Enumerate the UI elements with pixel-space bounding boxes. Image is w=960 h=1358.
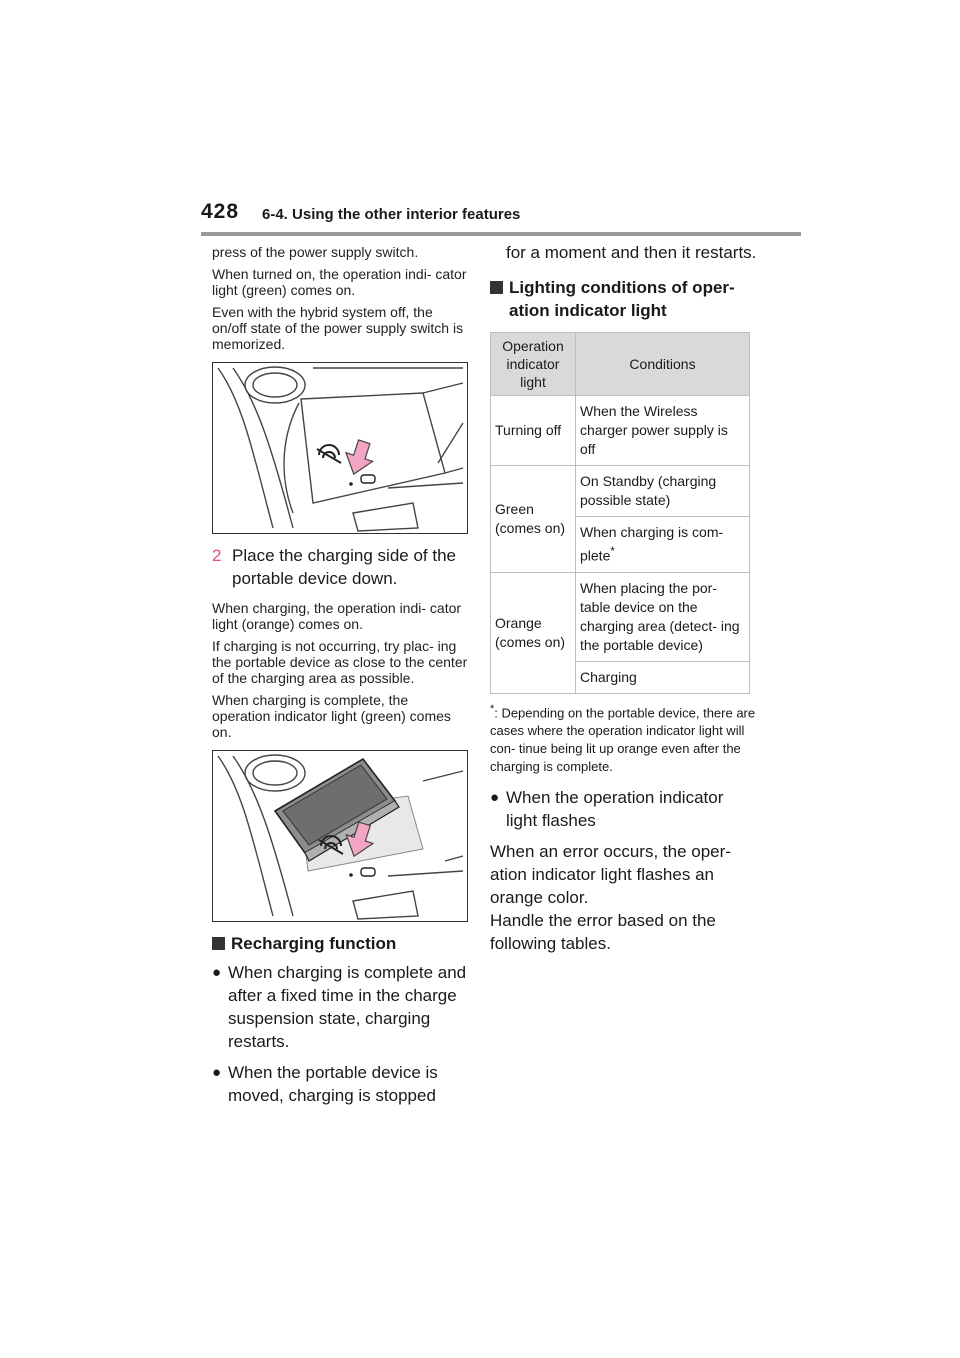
lighting-conditions-table	[490, 332, 750, 694]
intro-note-3: Even with the hybrid system off, the on/off state of the power supply switch is memorized.	[212, 304, 464, 352]
header-rule	[201, 232, 801, 236]
flash-paragraph-1: When an error occurs, the oper- ation indicator light flashes an orange color.	[490, 841, 731, 907]
step-2	[212, 544, 468, 590]
lighting-heading-text: Lighting conditions of oper- ation indicator light	[509, 278, 735, 320]
condition-orange-charging: Charging	[576, 661, 750, 693]
recharge-bullet-2	[212, 1061, 468, 1107]
table-row	[491, 466, 750, 517]
footnote	[490, 700, 758, 776]
condition-turning-off: When the Wireless charger power supply is off	[576, 396, 750, 466]
step-2-text: Place the charging side of the portable device down.	[232, 546, 456, 588]
table-header-row	[491, 333, 750, 396]
left-column	[212, 244, 468, 1115]
phone-on-charger-figure	[212, 750, 468, 922]
footnote-text: : Depending on the portable device, there are cases where the operation indicator light will con- tinue being lit up orange even after the charging is complete.	[490, 704, 756, 774]
step2-note-3: When charging is complete, the operation indicator light (green) comes on.	[212, 692, 451, 740]
light-turning-off: Turning off	[491, 396, 576, 466]
bullet-dot-icon: ●	[212, 1064, 222, 1081]
intro-note-2: When turned on, the operation indi- cator light (green) comes on.	[212, 266, 467, 298]
table-row	[491, 396, 750, 466]
step-number: 2	[212, 546, 222, 565]
page-number: 428	[201, 200, 240, 223]
flash-bullet	[490, 786, 758, 832]
lighting-heading	[490, 276, 758, 322]
recharging-heading	[212, 932, 468, 955]
flash-bullet-text: When the operation indicator light flashes	[506, 787, 724, 830]
black-square-icon	[490, 281, 503, 294]
right-column	[490, 241, 758, 955]
phone-on-charger-illustration-icon	[213, 751, 467, 921]
charger-switch-figure	[212, 362, 468, 534]
recharging-heading-text: Recharging function	[231, 934, 397, 953]
condition-orange-placing: When placing the por- table device on the charging area (detect- ing the portable device)	[576, 572, 750, 661]
condition-green-standby: On Standby (charging possible state)	[576, 466, 750, 517]
table-row	[491, 572, 750, 661]
light-orange: Orange (comes on)	[491, 572, 576, 693]
continuation-text: for a moment and then it restarts.	[506, 243, 757, 262]
black-square-icon	[212, 937, 225, 950]
footnote-mark: *	[490, 702, 495, 715]
light-green: Green (comes on)	[491, 466, 576, 573]
header-conditions: Conditions	[576, 333, 750, 396]
step2-note-1: When charging, the operation indi- cator light (orange) comes on.	[212, 600, 462, 632]
asterisk-mark: *	[610, 545, 615, 558]
recharge-bullet-1	[212, 961, 468, 1053]
condition-green-complete	[576, 517, 750, 573]
header-light: Operation indicator light	[491, 333, 576, 396]
bullet-dot-icon: ●	[490, 788, 500, 806]
condition-green-complete-text: When charging is com- plete	[580, 524, 724, 564]
flash-paragraph-2: Handle the error based on the following tables.	[490, 910, 716, 953]
section-title: 6-4. Using the other interior features	[262, 206, 521, 223]
recharge-bullet-2-text: When the portable device is moved, charging is stopped	[228, 1063, 438, 1105]
recharge-bullet-1-text: When charging is complete and after a fixed time in the charge suspension state, charging restarts.	[228, 963, 467, 1051]
step2-note-2: If charging is not occurring, try plac- ing the portable device as close to the center of the charging area as possible.	[212, 638, 468, 686]
intro-note-1: press of the power supply switch.	[212, 244, 419, 260]
bullet-dot-icon: ●	[212, 964, 222, 981]
charger-switch-illustration-icon	[213, 363, 467, 533]
